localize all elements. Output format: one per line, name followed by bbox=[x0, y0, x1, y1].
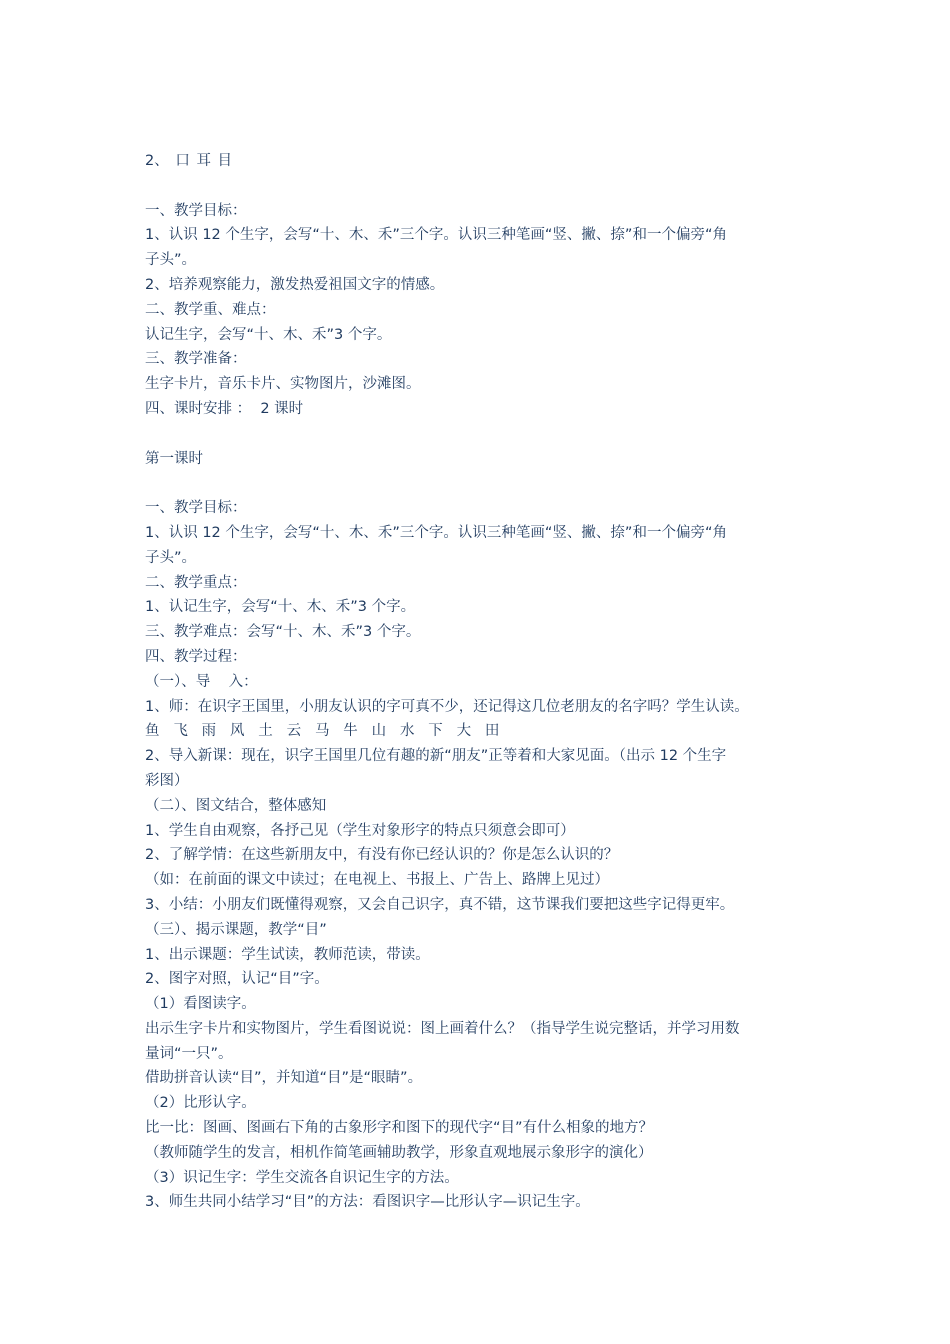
text-line: 量词“一只”。 bbox=[145, 1045, 233, 1062]
text-line: 1、出示课题：学生试读，教师范读，带读。 bbox=[145, 946, 430, 963]
text-line: 3、师生共同小结学习“目”的方法：看图识字—比形认字—识记生字。 bbox=[145, 1194, 590, 1211]
text-line: 四、课时安排 ： 2 课时 bbox=[145, 400, 304, 417]
text-line: 2、培养观察能力，激发热爱祖国文字的情感。 bbox=[145, 276, 445, 293]
text-line: 一、教学目标： bbox=[145, 500, 247, 517]
text-line: 1、学生自由观察，各抒己见（学生对象形字的特点只须意会即可） bbox=[145, 822, 575, 839]
text-line: 二、教学重点： bbox=[145, 574, 247, 591]
text-line: 2、导入新课：现在，识字王国里几位有趣的新“朋友”正等着和大家见面。（出示 12 个生字 bbox=[145, 748, 727, 765]
blank-line bbox=[145, 174, 825, 199]
text-line: 一、教学目标： bbox=[145, 202, 247, 219]
blank-line bbox=[145, 422, 825, 447]
text-line: 子头”。 bbox=[145, 252, 197, 269]
lesson-title: 2、 口 耳 目 bbox=[145, 153, 233, 169]
text-line: 比一比：图画、图画右下角的古象形字和图下的现代字“目”有什么相象的地方？ bbox=[145, 1120, 654, 1137]
text-line: （1）看图读字。 bbox=[145, 996, 256, 1013]
text-line: 彩图） bbox=[145, 772, 189, 789]
text-line: （一）、导 入： bbox=[145, 673, 258, 690]
text-line: （3）识记生字：学生交流各自识记生字的方法。 bbox=[145, 1169, 459, 1186]
text-line: 2、了解学情：在这些新朋友中，有没有你已经认识的？你是怎么认识的？ bbox=[145, 847, 619, 864]
text-line: 四、教学过程： bbox=[145, 648, 247, 665]
text-line: 1、认记生字，会写“十、木、禾”3 个字。 bbox=[145, 599, 416, 616]
text-line: 三、教学难点：会写“十、木、禾”3 个字。 bbox=[145, 624, 421, 641]
text-line: 三、教学准备： bbox=[145, 351, 247, 368]
text-line: 第一课时 bbox=[145, 450, 203, 467]
text-line: （三）、揭示课题，教学“目” bbox=[145, 921, 327, 938]
text-line: （二）、图文结合，整体感知 bbox=[145, 797, 327, 814]
text-line: 3、小结：小朋友们既懂得观察，又会自己识字，真不错，这节课我们要把这些字记得更牢。 bbox=[145, 896, 735, 913]
text-line: 二、教学重、难点： bbox=[145, 301, 276, 318]
text-line: 1、认识 12 个生字，会写“十、木、禾”三个字。认识三种笔画“竖、撇、捺”和一个偏旁“角 bbox=[145, 524, 727, 541]
text-line: 1、师：在识字王国里，小朋友认识的字可真不少，还记得这几位老朋友的名字吗？学生认读。 bbox=[145, 698, 749, 715]
text-line: 2、图字对照，认记“目”字。 bbox=[145, 971, 329, 988]
document-lines bbox=[145, 174, 825, 1215]
text-line: 生字卡片，音乐卡片、实物图片，沙滩图。 bbox=[145, 376, 421, 393]
text-line: 1、认识 12 个生字，会写“十、木、禾”三个字。认识三种笔画“竖、撇、捺”和一个偏旁“角 bbox=[145, 227, 727, 244]
text-line: 借助拼音认读“目”，并知道“目”是“眼睛”。 bbox=[145, 1070, 423, 1087]
text-line: （如：在前面的课文中读过；在电视上、书报上、广告上、路牌上见过） bbox=[145, 872, 609, 889]
text-line: （教师随学生的发言，相机作简笔画辅助教学，形象直观地展示象形字的演化） bbox=[145, 1144, 653, 1161]
text-line: 认记生字，会写“十、木、禾”3 个字。 bbox=[145, 326, 392, 343]
text-line: 鱼 飞 雨 风 土 云 马 牛 山 水 下 大 田 bbox=[145, 723, 500, 740]
text-line: （2）比形认字。 bbox=[145, 1095, 256, 1112]
text-line: 子头”。 bbox=[145, 549, 197, 566]
blank-line bbox=[145, 471, 825, 496]
text-line: 出示生字卡片和实物图片，学生看图说说：图上画着什么？（指导学生说完整话，并学习用数 bbox=[145, 1020, 740, 1037]
document-body bbox=[145, 149, 825, 1215]
